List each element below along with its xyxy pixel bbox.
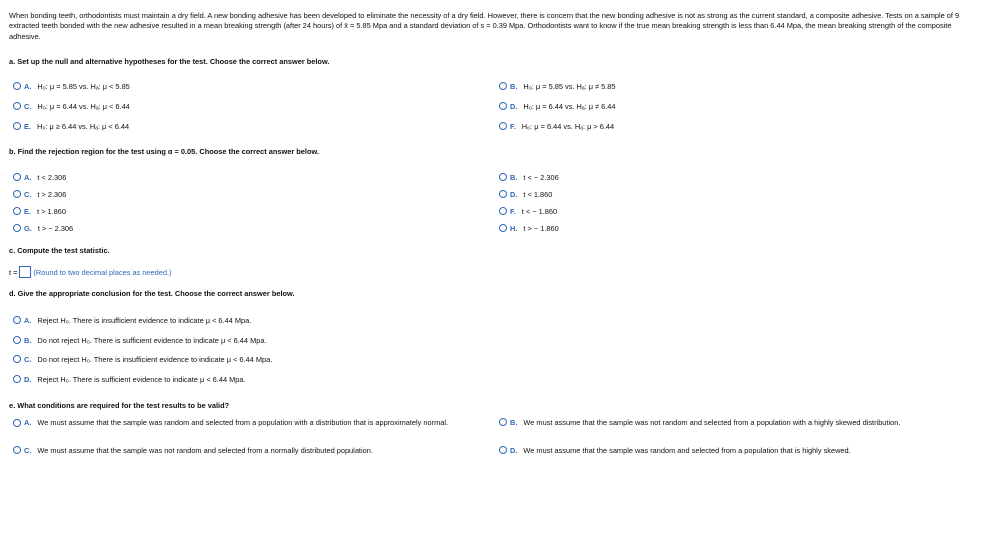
radio-button[interactable]	[499, 207, 507, 215]
t-label: t =	[9, 268, 18, 277]
part-d-option-b[interactable]: B. Do not reject H₀. There is sufficient evidence to indicate μ < 6.44 Mpa.	[13, 336, 267, 346]
part-b-option-a[interactable]: A. t < 2.306	[13, 173, 66, 183]
radio-button[interactable]	[13, 375, 21, 383]
part-e-option-c[interactable]: C. We must assume that the sample was not random and selected from a normally distributed population.	[13, 446, 373, 456]
test-statistic-input[interactable]	[19, 266, 31, 278]
radio-button[interactable]	[499, 418, 507, 426]
radio-button[interactable]	[13, 336, 21, 344]
radio-button[interactable]	[499, 224, 507, 232]
part-b-option-g[interactable]: G. t > − 2.306	[13, 224, 73, 234]
radio-button[interactable]	[499, 122, 507, 130]
radio-button[interactable]	[13, 102, 21, 110]
part-a-option-e[interactable]: E. H₀: μ ≥ 6.44 vs. Hₐ: μ < 6.44	[13, 122, 129, 132]
radio-button[interactable]	[499, 173, 507, 181]
part-c-question: c. Compute the test statistic.	[9, 246, 110, 255]
problem-statement: When bonding teeth, orthodontists must maintain a dry field. A new bonding adhesive has been developed to eliminate the necessity of a dry field. However, there is concern that the new bonding adhesive is not as strong as the current standard, a composite adhesive. Tests on a sample of 9 extracted teeth bonded with the new adhesive resulted in a mean breaking strength (after 24 hours) of x̄ = 5.85 Mpa and a standard deviation of s = 0.39 Mpa. Orthodontists want to know if the true mean breaking strength is less than 6.44 Mpa, the mean breaking strength of the composite adhesive.	[9, 11, 960, 41]
radio-button[interactable]	[13, 190, 21, 198]
part-b-option-b[interactable]: B. t < − 2.306	[499, 173, 559, 183]
part-a-option-a[interactable]: A. H₀: μ = 5.85 vs. Hₐ: μ < 5.85	[13, 82, 130, 92]
part-a-option-c[interactable]: C. H₀: μ = 6.44 vs. Hₐ: μ < 6.44	[13, 102, 130, 112]
part-b-option-c[interactable]: C. t > 2.306	[13, 190, 66, 200]
radio-button[interactable]	[499, 190, 507, 198]
part-a-option-d[interactable]: D. H₀: μ = 6.44 vs. Hₐ: μ ≠ 6.44	[499, 102, 616, 112]
radio-button[interactable]	[13, 355, 21, 363]
part-e-question: e. What conditions are required for the test results to be valid?	[9, 401, 230, 410]
radio-button[interactable]	[499, 446, 507, 454]
part-d-option-a[interactable]: A. Reject H₀. There is insufficient evidence to indicate μ < 6.44 Mpa.	[13, 316, 251, 326]
part-e-option-a[interactable]: A. We must assume that the sample was random and selected from a population with a distribution that is approximately normal.	[13, 418, 497, 428]
part-b-option-e[interactable]: E. t > 1.860	[13, 207, 66, 217]
part-e-option-b[interactable]: B. We must assume that the sample was not random and selected from a population with a highly skewed distribution.	[499, 418, 900, 428]
part-a-question: a. Set up the null and alternative hypotheses for the test. Choose the correct answer below.	[9, 57, 330, 66]
part-b-option-h[interactable]: H. t > − 1.860	[499, 224, 559, 234]
radio-button[interactable]	[13, 446, 21, 454]
radio-button[interactable]	[13, 419, 21, 427]
part-a-option-f[interactable]: F. H₀: μ = 6.44 vs. Hₐ: μ > 6.44	[499, 122, 614, 132]
part-d-option-c[interactable]: C. Do not reject H₀. There is insufficient evidence to indicate μ < 6.44 Mpa.	[13, 355, 272, 365]
part-d-option-d[interactable]: D. Reject H₀. There is sufficient evidence to indicate μ < 6.44 Mpa.	[13, 375, 246, 385]
test-statistic-row	[9, 266, 171, 278]
part-a-option-b[interactable]: B. H₀: μ = 5.85 vs. Hₐ: μ ≠ 5.85	[499, 82, 616, 92]
radio-button[interactable]	[13, 224, 21, 232]
part-b-option-f[interactable]: F. t < − 1.860	[499, 207, 557, 217]
radio-button[interactable]	[499, 102, 507, 110]
part-e-option-d[interactable]: D. We must assume that the sample was random and selected from a population that is highly skewed.	[499, 446, 851, 456]
radio-button[interactable]	[13, 173, 21, 181]
radio-button[interactable]	[13, 207, 21, 215]
radio-button[interactable]	[13, 82, 21, 90]
part-b-option-d[interactable]: D. t < 1.860	[499, 190, 552, 200]
rounding-hint: (Round to two decimal places as needed.)	[33, 268, 172, 277]
radio-button[interactable]	[13, 122, 21, 130]
radio-button[interactable]	[13, 316, 21, 324]
part-b-question: b. Find the rejection region for the test using α = 0.05. Choose the correct answer below.	[9, 147, 320, 156]
part-d-question: d. Give the appropriate conclusion for the test. Choose the correct answer below.	[9, 289, 295, 298]
radio-button[interactable]	[499, 82, 507, 90]
